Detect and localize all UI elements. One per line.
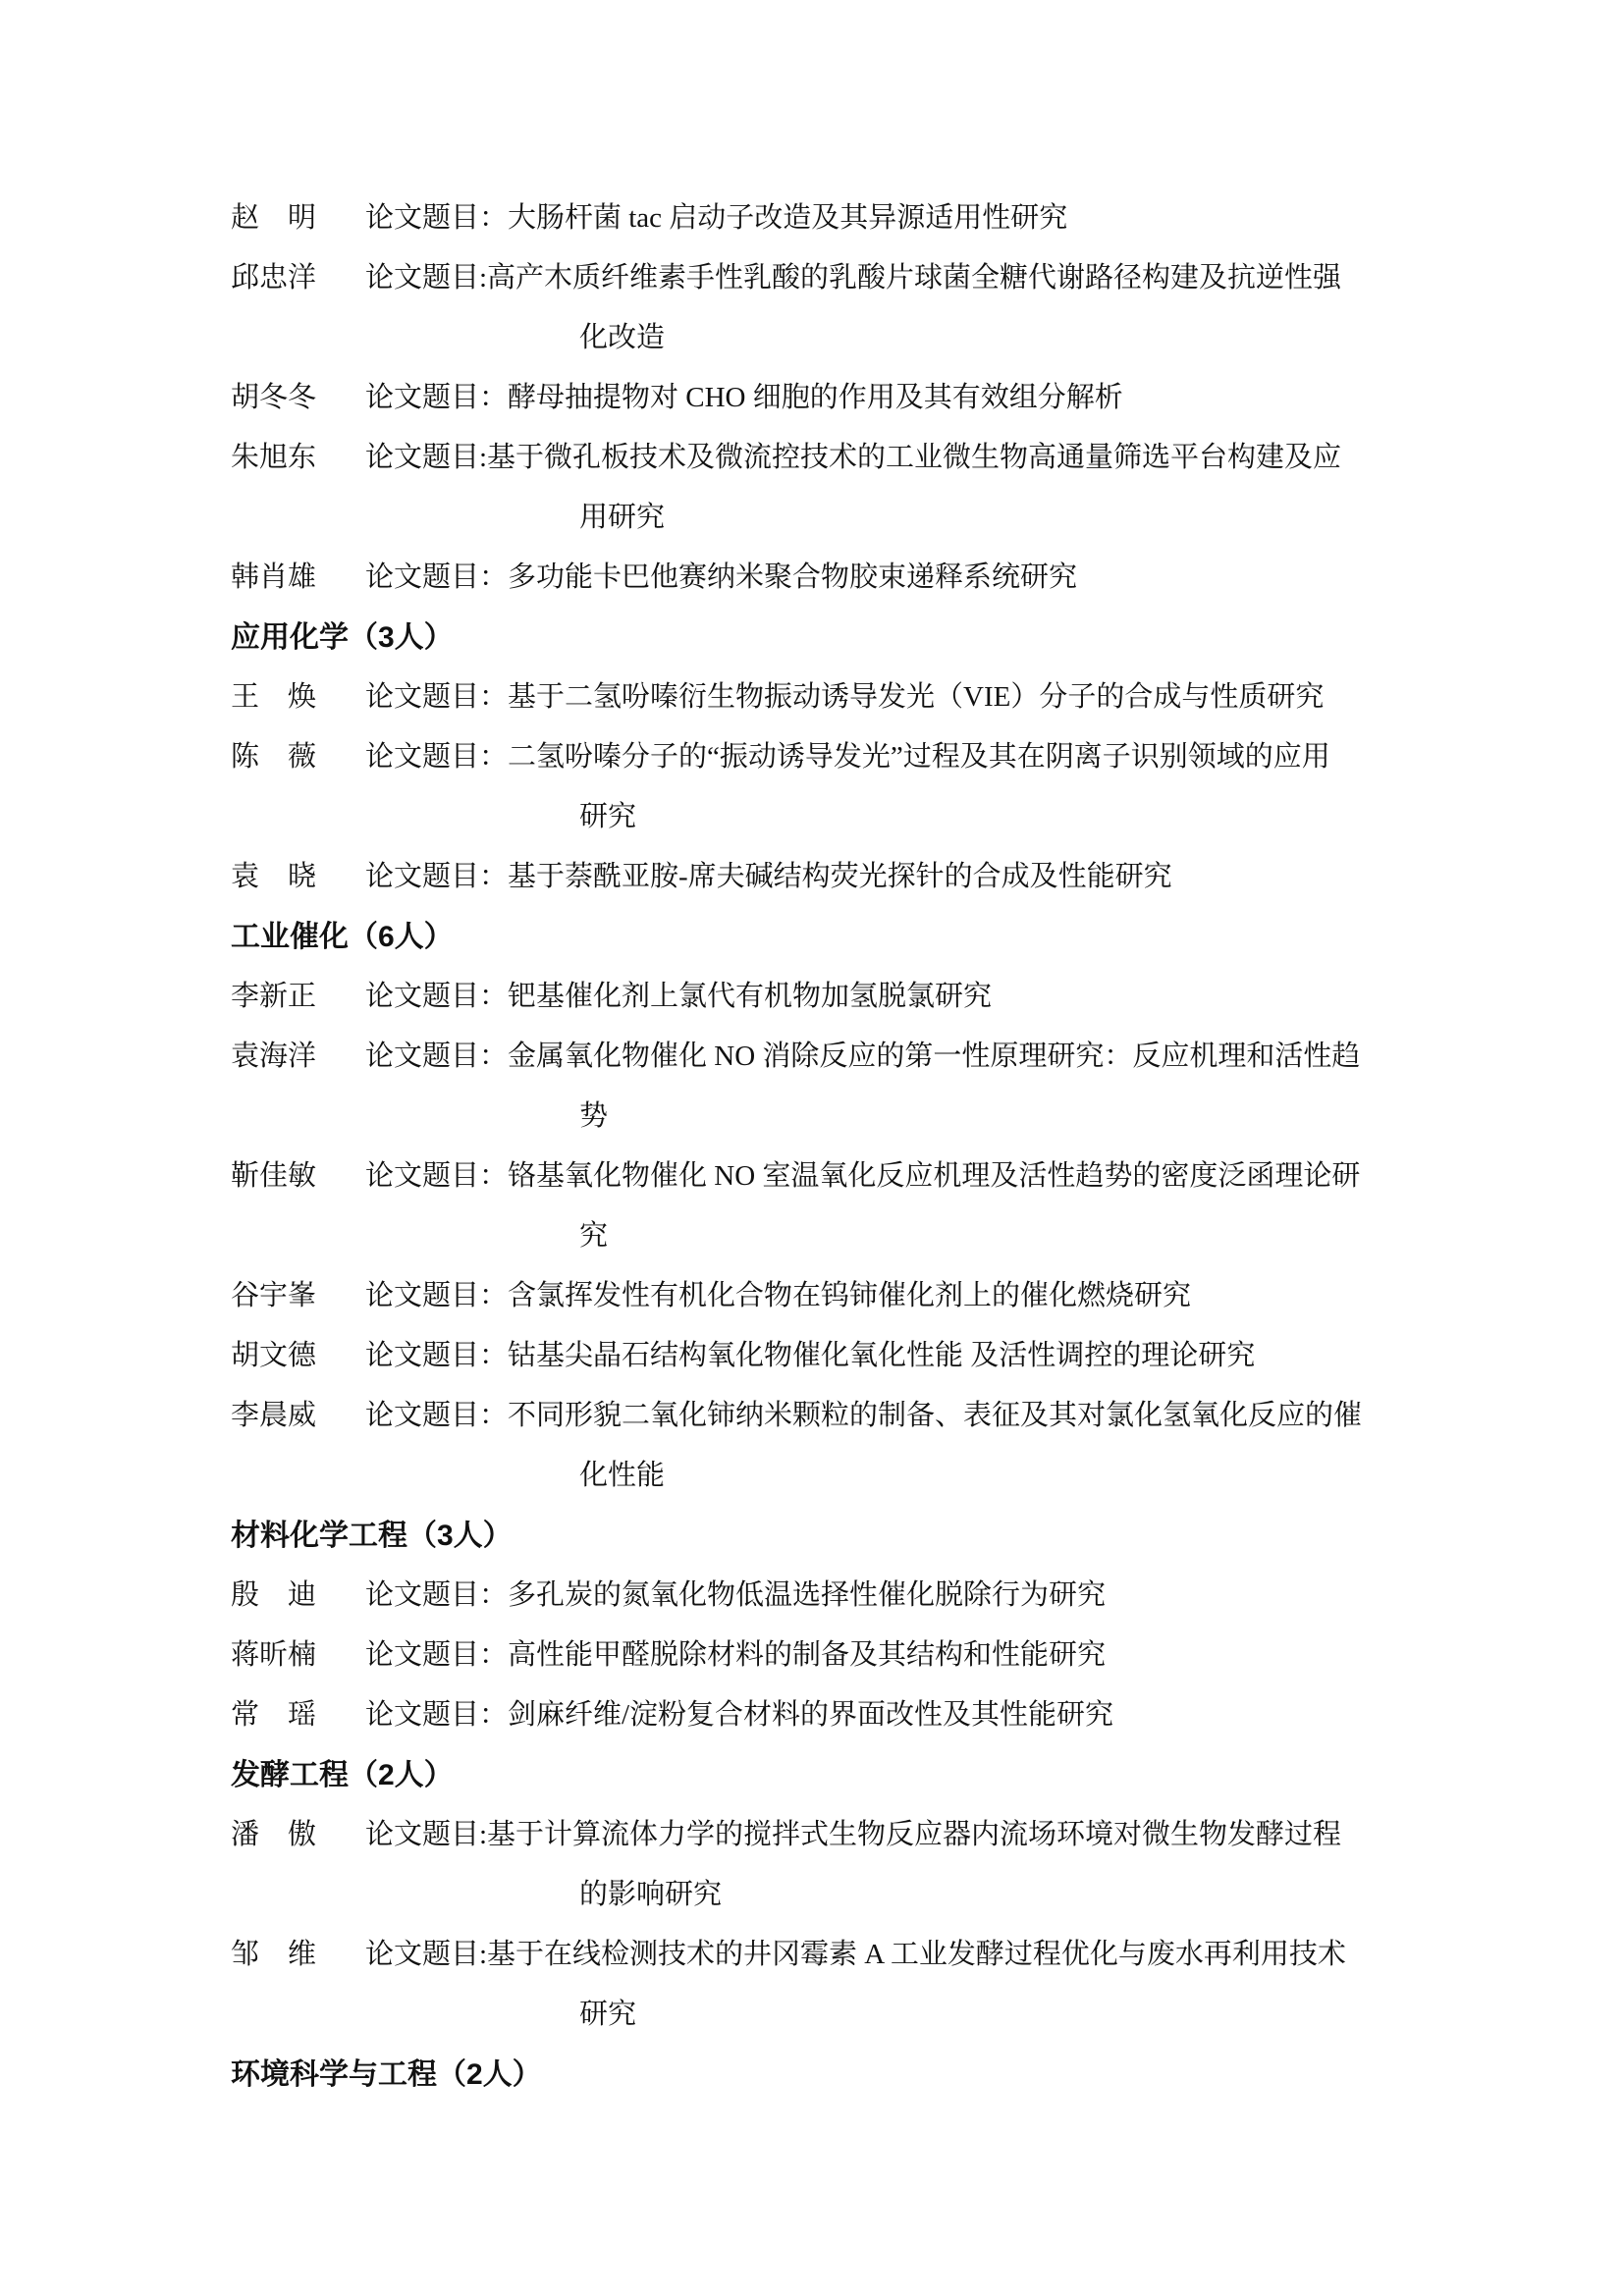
thesis-title: 论文题目：多功能卡巴他赛纳米聚合物胶束递释系统研究	[365, 561, 1078, 593]
thesis-title: 论文题目：基于二氢吩嗪衍生物振动诱导发光（VIE）分子的合成与性质研究	[365, 681, 1325, 713]
thesis-entry	[231, 1566, 1565, 1626]
thesis-entry	[231, 1386, 1565, 1446]
student-name: 韩肖雄	[231, 561, 317, 593]
student-name: 常 瑶	[231, 1699, 317, 1731]
thesis-entry	[231, 727, 1565, 787]
student-name: 邹 维	[231, 1939, 317, 1970]
thesis-title: 论文题目：钯基催化剂上氯代有机物加氢脱氯研究	[365, 981, 993, 1012]
thesis-entry	[231, 248, 1565, 308]
section-header: 材料化学工程（3人）	[231, 1520, 513, 1552]
thesis-title: 论文题目:基于在线检测技术的井冈霉素 A 工业发酵过程优化与废水再利用技术	[365, 1939, 1346, 1970]
student-name: 胡文德	[231, 1340, 317, 1371]
section-header: 环境科学与工程（2人）	[231, 2058, 542, 2091]
student-name: 李晨威	[231, 1400, 317, 1431]
thesis-entry	[231, 428, 1565, 488]
thesis-title: 论文题目：金属氧化物催化 NO 消除反应的第一性原理研究：反应机理和活性趋	[365, 1041, 1361, 1072]
thesis-entry	[231, 1805, 1565, 1865]
thesis-title: 论文题目：不同形貌二氧化铈纳米颗粒的制备、表征及其对氯化氢氧化反应的催	[365, 1400, 1363, 1431]
student-name: 邱忠洋	[231, 262, 317, 294]
thesis-entry	[231, 1326, 1565, 1386]
section-header: 发酵工程（2人）	[231, 1759, 454, 1791]
thesis-title: 论文题目：钴基尖晶石结构氧化物催化氧化性能 及活性调控的理论研究	[365, 1340, 1256, 1371]
student-name: 潘 傲	[231, 1819, 317, 1850]
student-name: 陈 薇	[231, 741, 317, 773]
thesis-entry	[231, 1027, 1565, 1087]
student-name: 袁 晓	[231, 861, 317, 892]
thesis-title-continuation: 势	[579, 1100, 609, 1132]
student-name: 赵 明	[231, 202, 317, 234]
thesis-title: 论文题目：基于萘酰亚胺-席夫碱结构荧光探针的合成及性能研究	[365, 861, 1172, 892]
thesis-title: 论文题目：大肠杆菌 tac 启动子改造及其异源适用性研究	[365, 202, 1068, 234]
thesis-title: 论文题目：酵母抽提物对 CHO 细胞的作用及其有效组分解析	[365, 382, 1123, 413]
thesis-entry	[231, 1626, 1565, 1685]
thesis-title: 论文题目：剑麻纤维/淀粉复合材料的界面改性及其性能研究	[365, 1699, 1114, 1731]
thesis-title-continuation: 的影响研究	[579, 1879, 723, 1910]
thesis-entry	[231, 1147, 1565, 1206]
thesis-title: 论文题目：高性能甲醛脱除材料的制备及其结构和性能研究	[365, 1639, 1107, 1671]
thesis-title: 论文题目：二氢吩嗪分子的“振动诱导发光”过程及其在阴离子识别领域的应用	[365, 741, 1330, 773]
thesis-title: 论文题目：含氯挥发性有机化合物在钨铈催化剂上的催化燃烧研究	[365, 1280, 1192, 1311]
thesis-entry	[231, 548, 1565, 608]
student-name: 朱旭东	[231, 442, 317, 473]
thesis-title-continuation: 化性能	[579, 1460, 666, 1491]
thesis-title-continuation: 用研究	[579, 502, 666, 533]
student-name: 王 焕	[231, 681, 317, 713]
student-name: 靳佳敏	[231, 1160, 317, 1192]
thesis-title: 论文题目:基于微孔板技术及微流控技术的工业微生物高通量筛选平台构建及应	[365, 442, 1342, 473]
student-name: 袁海洋	[231, 1041, 317, 1072]
thesis-entry	[231, 667, 1565, 727]
section-header: 应用化学（3人）	[231, 621, 454, 654]
thesis-title-continuation: 究	[579, 1220, 609, 1252]
thesis-entry	[231, 188, 1565, 248]
student-name: 胡冬冬	[231, 382, 317, 413]
thesis-entry	[231, 1685, 1565, 1745]
thesis-entry	[231, 368, 1565, 428]
thesis-title-continuation: 研究	[579, 801, 637, 832]
thesis-entry	[231, 1266, 1565, 1326]
thesis-title-continuation: 化改造	[579, 322, 666, 353]
student-name: 殷 迪	[231, 1579, 317, 1611]
thesis-entry	[231, 847, 1565, 907]
thesis-title: 论文题目:基于计算流体力学的搅拌式生物反应器内流场环境对微生物发酵过程	[365, 1819, 1342, 1850]
student-name: 蒋昕楠	[231, 1639, 317, 1671]
thesis-title: 论文题目:高产木质纤维素手性乳酸的乳酸片球菌全糖代谢路径构建及抗逆性强	[365, 262, 1342, 294]
thesis-entry	[231, 967, 1565, 1027]
thesis-title-continuation: 研究	[579, 1999, 637, 2030]
thesis-entry	[231, 1925, 1565, 1985]
section-header: 工业催化（6人）	[231, 921, 454, 953]
student-name: 谷宇峯	[231, 1280, 317, 1311]
thesis-title: 论文题目：铬基氧化物催化 NO 室温氧化反应机理及活性趋势的密度泛函理论研	[365, 1160, 1361, 1192]
thesis-title: 论文题目：多孔炭的氮氧化物低温选择性催化脱除行为研究	[365, 1579, 1107, 1611]
student-name: 李新正	[231, 981, 317, 1012]
